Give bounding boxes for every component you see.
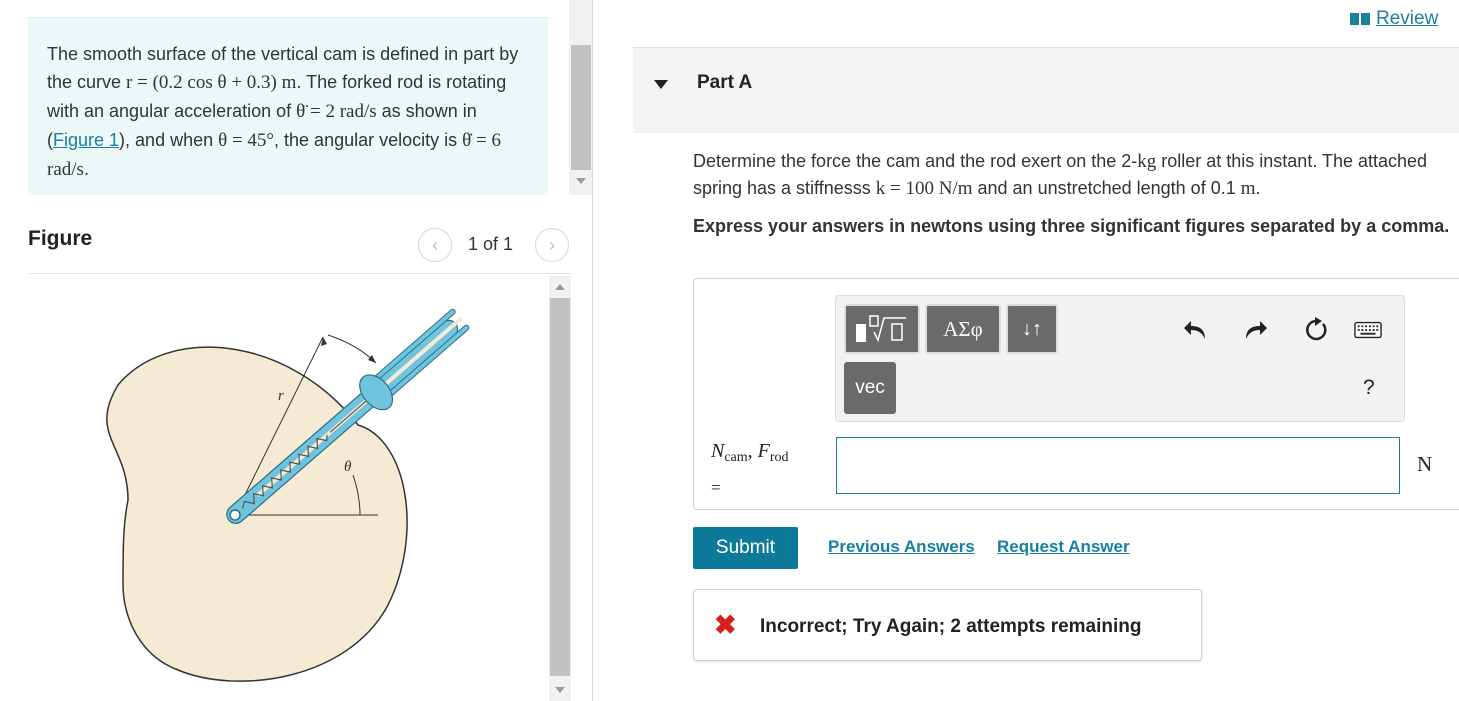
label-separator: , — [747, 440, 758, 462]
f-symbol: F — [757, 440, 770, 462]
unit-kg: kg — [1137, 151, 1157, 172]
problem-text: . The forked rod is rotating with an angular acceleration of — [47, 72, 507, 121]
answer-unit: N — [1417, 452, 1433, 476]
collapse-caret-icon[interactable] — [654, 80, 668, 89]
curve-equation: r = (0.2 cos θ + 0.3) m — [126, 72, 297, 93]
problem-text: as shown in ( — [47, 101, 477, 150]
templates-button[interactable] — [844, 304, 920, 354]
next-figure-button[interactable] — [535, 228, 569, 262]
vector-button[interactable]: vec — [844, 362, 896, 414]
radius-label: r — [278, 388, 284, 404]
question-part: roller at this instant. The attached spring has a stiffnesss — [693, 151, 1428, 198]
question-text — [693, 148, 1453, 202]
reset-icon[interactable] — [1302, 316, 1330, 344]
n-subscript: cam — [724, 450, 748, 465]
part-a-header[interactable] — [633, 47, 1459, 133]
book-icon — [1350, 13, 1370, 25]
undo-icon[interactable] — [1182, 316, 1210, 344]
problem-text: . — [83, 159, 89, 179]
theta-label: θ — [344, 459, 352, 475]
cam-figure — [28, 275, 546, 701]
f-subscript: rod — [769, 450, 789, 465]
feedback-box — [693, 589, 1202, 661]
figure-pager: 1 of 1 — [468, 234, 514, 254]
scrollbar-thumb[interactable] — [571, 45, 591, 170]
review-link[interactable] — [1350, 8, 1438, 30]
problem-statement — [28, 17, 548, 195]
figure-link[interactable]: Figure 1 — [53, 130, 120, 150]
previous-answers-link[interactable]: Previous Answers — [828, 537, 975, 556]
problem-scrollbar[interactable] — [569, 0, 593, 195]
submit-button[interactable]: Submit — [693, 527, 798, 569]
angular-velocity: θ̇ = 6 rad/s — [47, 130, 501, 180]
answer-label — [711, 439, 823, 500]
rotation-arc — [328, 335, 376, 363]
answer-panel — [693, 278, 1459, 510]
arrows-button[interactable]: ↓↑ — [1006, 304, 1058, 354]
angle-value: θ = 45° — [218, 130, 275, 151]
redo-icon[interactable] — [1241, 316, 1269, 344]
incorrect-x-icon: ✖ — [714, 610, 737, 640]
pane-divider[interactable] — [592, 0, 593, 701]
previous-figure-button[interactable] — [418, 228, 452, 262]
scroll-down-arrow[interactable] — [555, 687, 565, 693]
chevron-left-icon: ‹ — [432, 234, 438, 255]
review-label: Review — [1376, 8, 1439, 29]
problem-text: , the angular velocity is — [274, 130, 463, 150]
scroll-up-arrow[interactable] — [555, 284, 565, 290]
scrollbar-thumb[interactable] — [550, 298, 570, 676]
part-title: Part A — [697, 72, 753, 93]
problem-text: ), and when — [119, 130, 219, 150]
n-symbol: N — [711, 440, 725, 462]
feedback-message: Incorrect; Try Again; 2 attempts remaining — [760, 616, 1142, 637]
problem-text: The smooth surface of the vertical cam is defined in part by the curve — [47, 44, 519, 92]
help-icon[interactable]: ? — [1363, 376, 1375, 399]
figure-heading: Figure — [28, 227, 93, 250]
unit-m: m — [1240, 178, 1256, 199]
greek-symbols-button[interactable]: ΑΣφ — [925, 304, 1001, 354]
keyboard-icon[interactable] — [1354, 316, 1382, 344]
templates-icon — [852, 312, 912, 346]
answer-instruction: Express your answers in newtons using three significant figures separated by a comma. — [693, 216, 1450, 236]
angular-acceleration: θ̈ = 2 rad/s — [296, 101, 377, 122]
equals-sign: = — [711, 478, 721, 497]
answer-input[interactable] — [836, 437, 1400, 494]
request-answer-link[interactable]: Request Answer — [997, 537, 1130, 556]
scroll-down-arrow[interactable] — [576, 178, 586, 184]
figure-scrollbar[interactable] — [549, 276, 571, 701]
divider — [28, 273, 571, 274]
math-toolbar — [835, 295, 1405, 422]
question-part: . — [1255, 178, 1261, 198]
question-part: Determine the force the cam and the rod exert on the 2- — [693, 151, 1138, 171]
stiffness-value: k = 100 N/m — [875, 178, 973, 199]
question-part: and an unstretched length of 0.1 — [972, 178, 1241, 198]
chevron-right-icon: › — [549, 234, 555, 255]
